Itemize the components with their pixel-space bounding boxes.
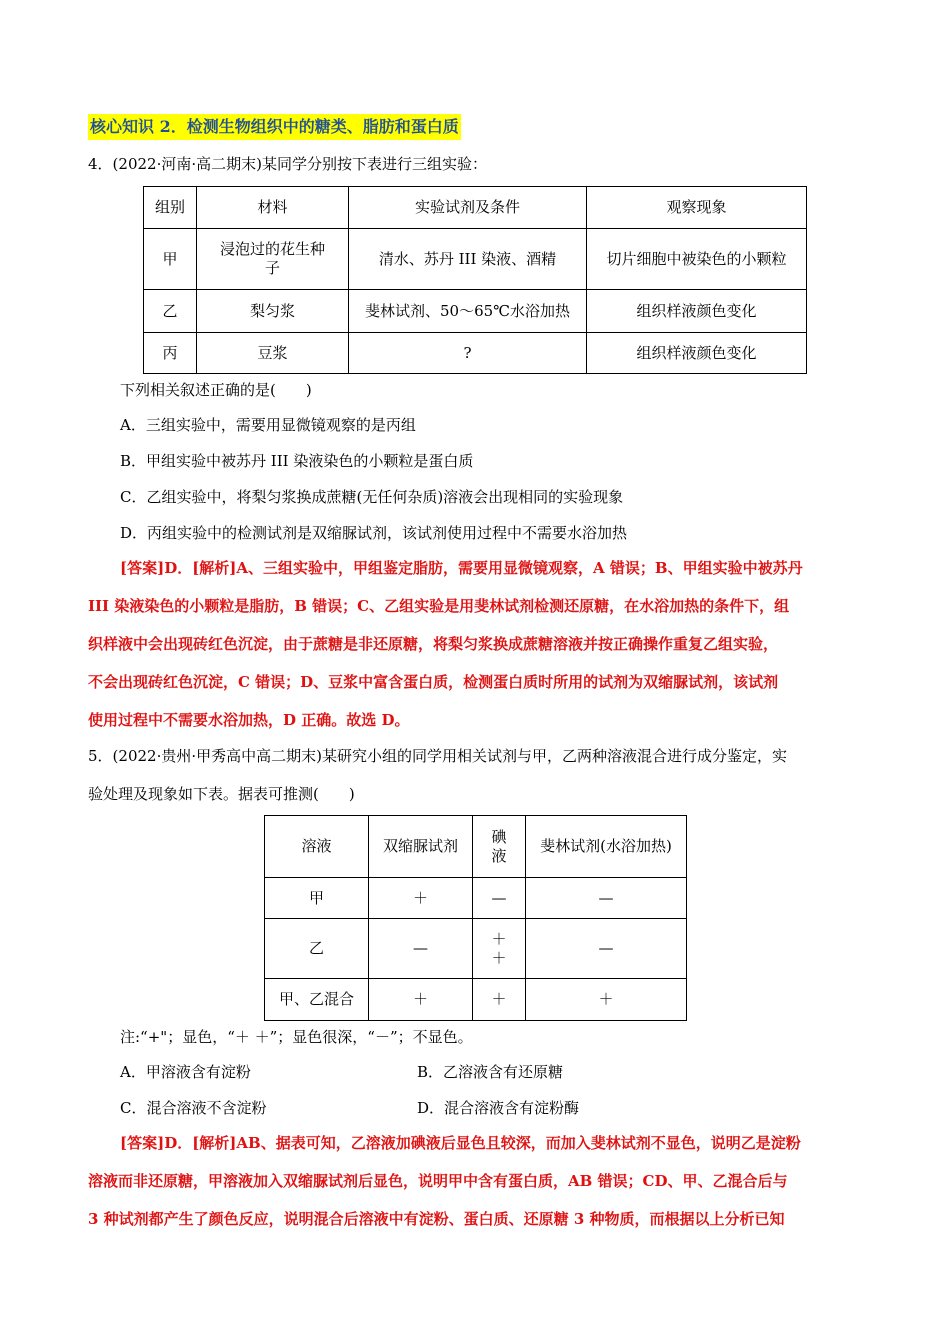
cell-fehling: ＋ <box>526 979 687 1021</box>
q4-answer-line: [答案]D．[解析]A、三组实验中，甲组鉴定脂肪，需要用显微镜观察，A 错误；B、甲组实验中被苏丹 <box>120 559 803 577</box>
table-row <box>144 333 807 374</box>
table-header-row <box>265 816 687 878</box>
q4-question: 下列相关叙述正确的是( ) <box>120 381 312 399</box>
header-cell: 组别 <box>144 187 197 229</box>
header-cell: 双缩脲试剂 <box>369 816 473 878</box>
header-cell: 观察现象 <box>587 187 807 229</box>
q4-answer-line: III 染液染色的小颗粒是脂肪，B 错误；C、乙组实验是用斐林试剂检测还原糖，在水浴加热的条件下，组 <box>88 597 790 615</box>
q4-option-a: A．三组实验中，需要用显微镜观察的是丙组 <box>120 416 416 434</box>
q5-option-a: A．甲溶液含有淀粉 <box>120 1063 251 1081</box>
section-title: 核心知识 2．检测生物组织中的糖类、脂肪和蛋白质 <box>88 114 461 140</box>
cell-biuret: — <box>369 919 473 979</box>
header-cell: 实验试剂及条件 <box>349 187 587 229</box>
cell-group: 丙 <box>144 333 197 374</box>
q4-table <box>143 186 807 374</box>
cell-material-line1: 浸泡过的花生种 <box>219 240 325 258</box>
cell-material: 豆浆 <box>197 333 349 374</box>
cell-solution: 甲、乙混合 <box>265 979 369 1021</box>
q4-answer-line: 不会出现砖红色沉淀，C 错误；D、豆浆中富含蛋白质，检测蛋白质时所用的试剂为双缩脲试剂，该试剂 <box>88 673 779 691</box>
cell-fehling: — <box>526 919 687 979</box>
q5-note: 注:“+"；显色，“＋ ＋”；显色很深，“－”；不显色。 <box>120 1028 473 1046</box>
q5-option-d: D．混合溶液含有淀粉酶 <box>417 1099 580 1117</box>
cell-observation: 组织样液颜色变化 <box>587 290 807 333</box>
cell-iodine: ＋ <box>473 979 526 1021</box>
cell-solution: 乙 <box>265 919 369 979</box>
q5-stem-line1: 5．(2022·贵州·甲秀高中高二期末)某研究小组的同学用相关试剂与甲，乙两种溶液混合进行成分鉴定，实 <box>88 747 787 765</box>
cell-reagent: 清水、苏丹 III 染液、酒精 <box>349 229 587 290</box>
q5-option-b: B．乙溶液含有还原糖 <box>417 1063 564 1081</box>
q5-answer-line: 3 种试剂都产生了颜色反应，说明混合后溶液中有淀粉、蛋白质、还原糖 3 种物质，而根据以上分析已知 <box>88 1210 785 1228</box>
cell-solution: 甲 <box>265 878 369 919</box>
q5-option-c: C．混合溶液不含淀粉 <box>120 1099 267 1117</box>
cell-group: 甲 <box>144 229 197 290</box>
q5-answer-line: 溶液而非还原糖，甲溶液加入双缩脲试剂后显色，说明甲中含有蛋白质，AB 错误；CD、甲、乙混合后与 <box>88 1172 788 1190</box>
cell-material: 梨匀浆 <box>197 290 349 333</box>
cell-biuret: ＋ <box>369 878 473 919</box>
table-row <box>144 290 807 333</box>
cell-material-line2: 子 <box>264 259 280 277</box>
cell-iodine <box>473 919 526 979</box>
table-row <box>265 878 687 919</box>
q4-stem: 4．(2022·河南·高二期末)某同学分别按下表进行三组实验： <box>88 155 487 173</box>
table-row <box>265 919 687 979</box>
cell-iodine-line2: ＋ <box>491 948 507 967</box>
header-cell: 材料 <box>197 187 349 229</box>
cell-material <box>197 229 349 290</box>
table-row <box>144 229 807 290</box>
header-cell <box>473 816 526 878</box>
cell-iodine: — <box>473 878 526 919</box>
q5-answer-line: [答案]D．[解析]AB、据表可知，乙溶液加碘液后显色且较深，而加入斐林试剂不显色，说明乙是淀粉 <box>120 1134 801 1152</box>
table-header-row <box>144 187 807 229</box>
q4-answer-line: 使用过程中不需要水浴加热，D 正确。故选 D。 <box>88 711 410 729</box>
cell-observation: 切片细胞中被染色的小颗粒 <box>587 229 807 290</box>
cell-observation: 组织样液颜色变化 <box>587 333 807 374</box>
header-iodine-line2: 液 <box>491 846 507 865</box>
cell-reagent: 斐林试剂、50～65℃水浴加热 <box>349 290 587 333</box>
cell-group: 乙 <box>144 290 197 333</box>
header-cell: 溶液 <box>265 816 369 878</box>
cell-biuret: ＋ <box>369 979 473 1021</box>
header-cell: 斐林试剂(水浴加热) <box>526 816 687 878</box>
q4-option-d: D．丙组实验中的检测试剂是双缩脲试剂，该试剂使用过程中不需要水浴加热 <box>120 524 628 542</box>
q5-stem-line2: 验处理及现象如下表。据表可推测( ) <box>88 785 355 803</box>
cell-iodine-line1: ＋ <box>491 929 507 948</box>
table-row <box>265 979 687 1021</box>
q4-option-c: C．乙组实验中，将梨匀浆换成蔗糖(无任何杂质)溶液会出现相同的实验现象 <box>120 488 624 506</box>
q4-option-b: B．甲组实验中被苏丹 III 染液染色的小颗粒是蛋白质 <box>120 452 474 470</box>
cell-reagent: ? <box>349 333 587 374</box>
cell-fehling: — <box>526 878 687 919</box>
q5-table <box>264 815 687 1021</box>
q4-answer-line: 织样液中会出现砖红色沉淀，由于蔗糖是非还原糖，将梨匀浆换成蔗糖溶液并按正确操作重复乙组实验， <box>88 635 779 653</box>
header-iodine-line1: 碘 <box>491 827 507 846</box>
